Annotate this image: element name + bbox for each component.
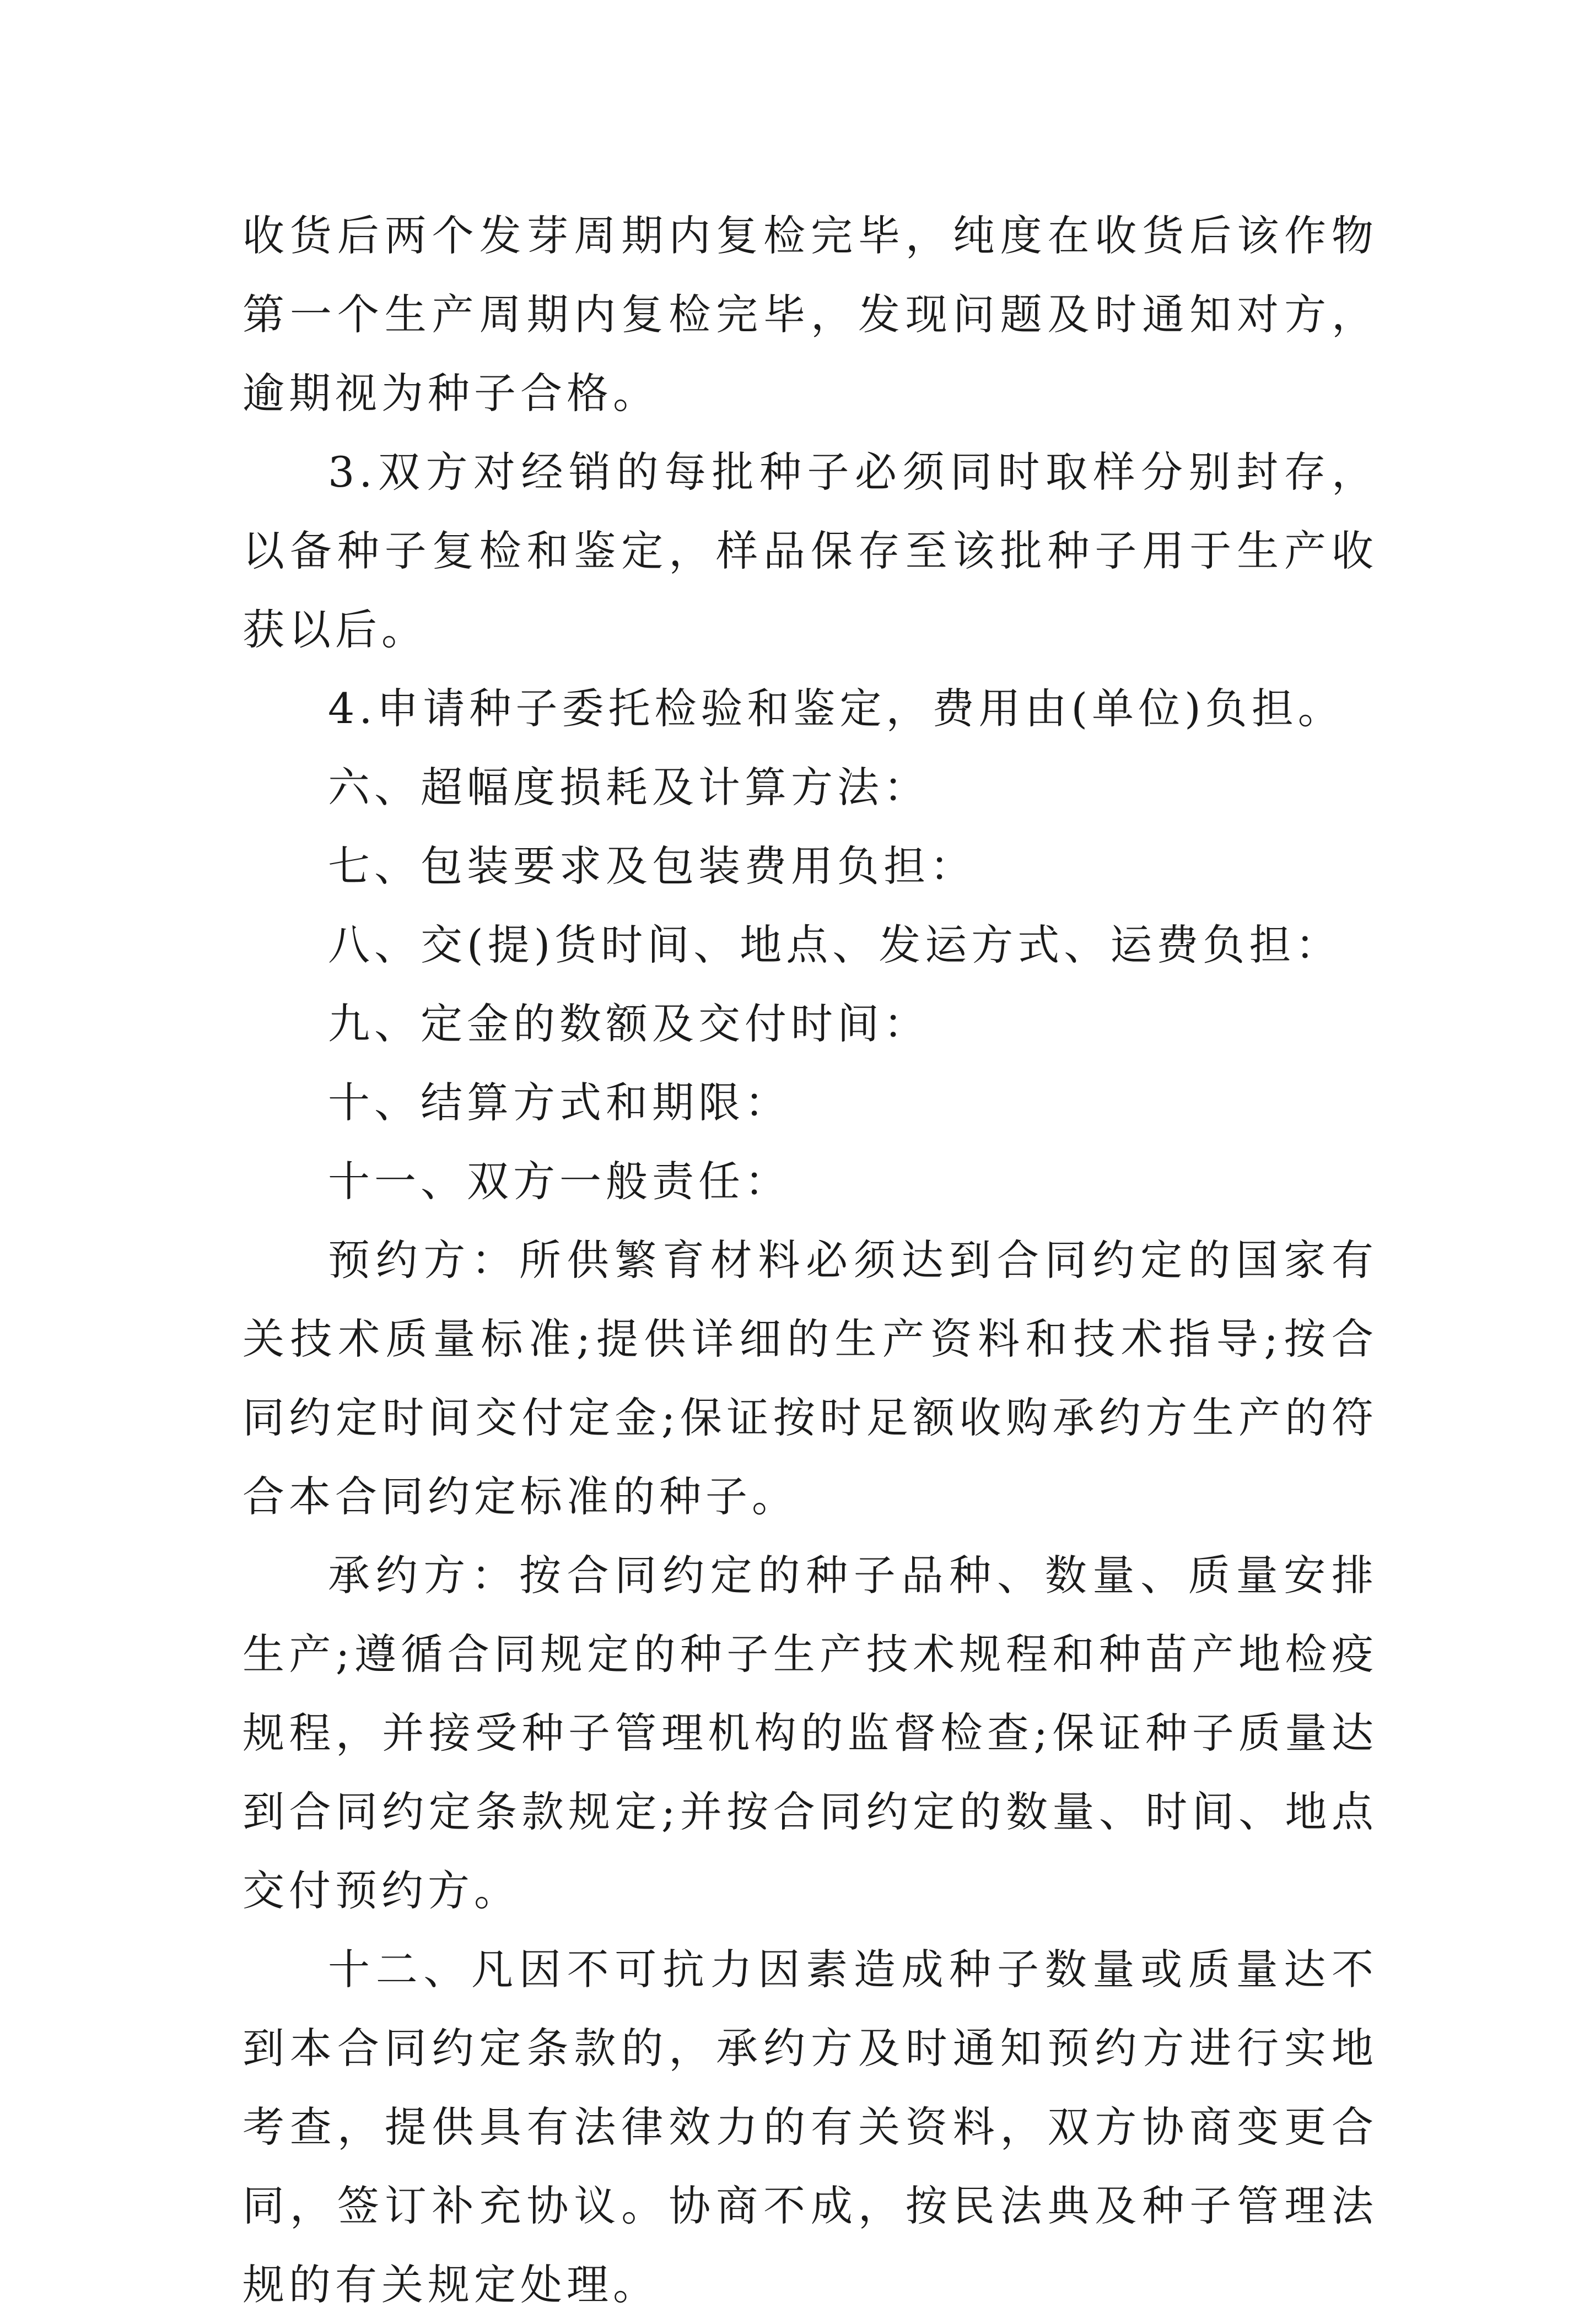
paragraph-recheck-period: 收货后两个发芽周期内复检完毕，纯度在收货后该作物第一个生产周期内复检完毕，发现问题及时通知对方，逾期视为种子合格。	[243, 211, 1378, 418]
paragraph-contractor-duties: 承约方：按合同约定的种子品种、数量、质量安排生产;遵循合同规定的种子生产技术规程和种苗产地检疫规程，并接受种子管理机构的监督检查;保证种子质量达到合同约定条款规定;并按合同约定的数量、时间、地点交付预约方。	[243, 1551, 1378, 1915]
paragraph-clause-3: 3.双方对经销的每批种子必须同时取样分别封存，以备种子复检和鉴定，样品保存至该批种子用于生产收获以后。	[243, 447, 1378, 654]
document-body	[243, 196, 1378, 2324]
paragraph-section-8: 八、交(提)货时间、地点、发运方式、运费负担：	[328, 920, 1342, 969]
paragraph-section-11: 十一、双方一般责任：	[328, 1157, 791, 1206]
paragraph-section-12: 十二、凡因不可抗力因素造成种子数量或质量达不到本合同约定条款的，承约方及时通知预约方进行实地考查，提供具有法律效力的有关资料，双方协商变更合同，签订补充协议。协商不成，按民法典及种子管理法规的有关规定处理。	[243, 1945, 1378, 2309]
paragraph-ordering-party-duties: 预约方：所供繁育材料必须达到合同约定的国家有关技术质量标准;提供详细的生产资料和技术指导;按合同约定时间交付定金;保证按时足额收购承约方生产的符合本合同约定标准的种子。	[243, 1236, 1378, 1521]
paragraph-section-9: 九、定金的数额及交付时间：	[328, 999, 930, 1048]
paragraph-section-6: 六、超幅度损耗及计算方法：	[328, 763, 930, 812]
paragraph-section-7: 七、包装要求及包装费用负担：	[328, 842, 976, 891]
paragraph-section-10: 十、结算方式和期限：	[328, 1078, 791, 1127]
paragraph-clause-4: 4.申请种子委托检验和鉴定，费用由(单位)负担。	[328, 684, 1344, 733]
